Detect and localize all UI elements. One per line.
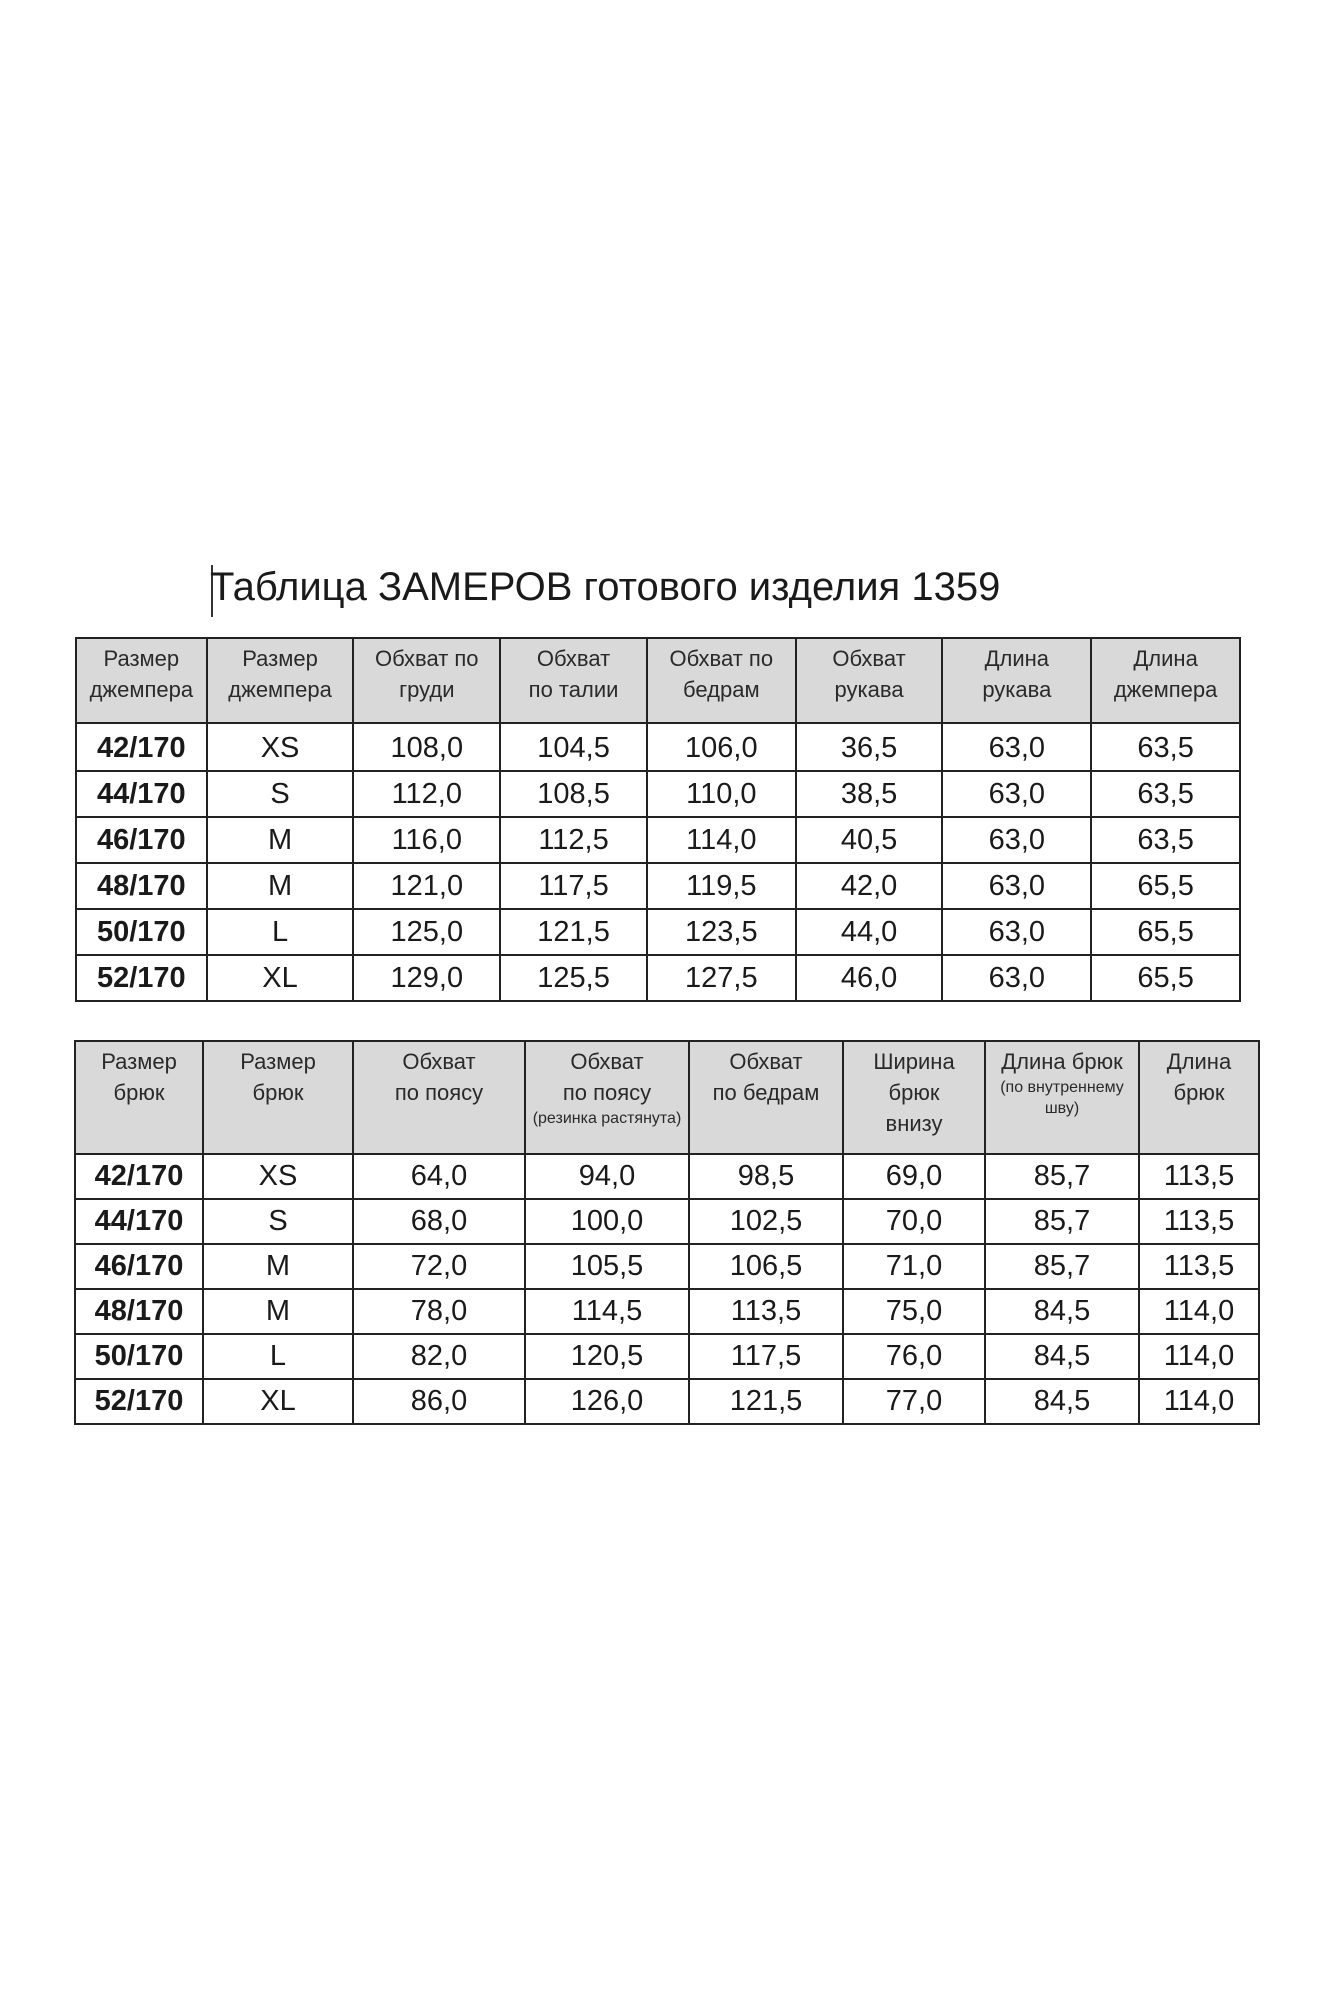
table-cell: 113,5 [1139, 1199, 1259, 1244]
table-cell: 113,5 [1139, 1244, 1259, 1289]
table-cell: 108,5 [500, 771, 647, 817]
header-cell: Обхват рукава [796, 638, 943, 723]
jumper-measurements-table [75, 637, 1241, 1002]
table-cell: 129,0 [353, 955, 500, 1001]
table-cell: 63,5 [1091, 771, 1240, 817]
pants-measurements-table [74, 1040, 1260, 1425]
table-cell: 104,5 [500, 723, 647, 771]
header-cell: Обхват по груди [353, 638, 500, 723]
table-cell: 112,0 [353, 771, 500, 817]
table-cell: 71,0 [843, 1244, 985, 1289]
table-cell: 123,5 [647, 909, 796, 955]
table-cell: 100,0 [525, 1199, 689, 1244]
header-cell: Обхват по поясу (резинка растянута) [525, 1041, 689, 1154]
table-cell: 126,0 [525, 1379, 689, 1424]
table-cell: M [203, 1289, 353, 1334]
table-cell: 82,0 [353, 1334, 525, 1379]
header-cell: Длина джемпера [1091, 638, 1240, 723]
table-cell: 46/170 [75, 1244, 203, 1289]
table-cell: XL [203, 1379, 353, 1424]
table-cell: 121,5 [689, 1379, 843, 1424]
table-cell: XL [207, 955, 354, 1001]
header-cell: Обхват по талии [500, 638, 647, 723]
table-cell: 48/170 [75, 1289, 203, 1334]
table-cell: 42/170 [76, 723, 207, 771]
table-row [76, 909, 1240, 955]
table-cell: 84,5 [985, 1334, 1139, 1379]
table-row [76, 817, 1240, 863]
header-cell: Размер брюк [75, 1041, 203, 1154]
table-cell: 63,0 [942, 771, 1091, 817]
table-cell: 113,5 [689, 1289, 843, 1334]
table-cell: 105,5 [525, 1244, 689, 1289]
header-cell: Длина брюк (по внутреннему шву) [985, 1041, 1139, 1154]
table-cell: 117,5 [689, 1334, 843, 1379]
table-cell: 65,5 [1091, 909, 1240, 955]
pants-header-row [75, 1041, 1259, 1154]
table-cell: 114,0 [1139, 1289, 1259, 1334]
header-cell: Размер джемпера [207, 638, 354, 723]
table-cell: 114,0 [1139, 1334, 1259, 1379]
table-cell: 40,5 [796, 817, 943, 863]
table-cell: 125,0 [353, 909, 500, 955]
table-cell: 108,0 [353, 723, 500, 771]
table-row [76, 863, 1240, 909]
table-cell: 44/170 [76, 771, 207, 817]
table-row [76, 955, 1240, 1001]
table-cell: 65,5 [1091, 955, 1240, 1001]
table-cell: 77,0 [843, 1379, 985, 1424]
table-cell: 72,0 [353, 1244, 525, 1289]
header-cell: Обхват по бедрам [689, 1041, 843, 1154]
table-row [75, 1154, 1259, 1199]
table-cell: 84,5 [985, 1289, 1139, 1334]
header-cell: Обхват по поясу [353, 1041, 525, 1154]
table-cell: 98,5 [689, 1154, 843, 1199]
table-row [75, 1199, 1259, 1244]
header-cell: Длина рукава [942, 638, 1091, 723]
header-note: (резинка растянута) [532, 1110, 682, 1127]
table-cell: 52/170 [75, 1379, 203, 1424]
table-cell: 127,5 [647, 955, 796, 1001]
table-cell: 125,5 [500, 955, 647, 1001]
table-cell: 84,5 [985, 1379, 1139, 1424]
table-cell: L [203, 1334, 353, 1379]
table-cell: 44,0 [796, 909, 943, 955]
page-title: Таблица ЗАМЕРОВ готового изделия 1359 [210, 565, 1001, 609]
jumper-header-row [76, 638, 1240, 723]
table-cell: 52/170 [76, 955, 207, 1001]
table-cell: 121,0 [353, 863, 500, 909]
table-cell: 63,0 [942, 909, 1091, 955]
table-cell: 75,0 [843, 1289, 985, 1334]
table-cell: 102,5 [689, 1199, 843, 1244]
table-cell: 63,0 [942, 955, 1091, 1001]
header-cell: Размер джемпера [76, 638, 207, 723]
table-cell: 42/170 [75, 1154, 203, 1199]
table-cell: 69,0 [843, 1154, 985, 1199]
table-cell: 63,5 [1091, 817, 1240, 863]
table-cell: XS [207, 723, 354, 771]
table-cell: 106,0 [647, 723, 796, 771]
table-cell: 38,5 [796, 771, 943, 817]
table-cell: 85,7 [985, 1154, 1139, 1199]
table-cell: 86,0 [353, 1379, 525, 1424]
table-row [75, 1334, 1259, 1379]
header-cell: Ширина брюк внизу [843, 1041, 985, 1154]
table-cell: 85,7 [985, 1244, 1139, 1289]
table-cell: 63,0 [942, 863, 1091, 909]
table-cell: 63,5 [1091, 723, 1240, 771]
table-cell: 94,0 [525, 1154, 689, 1199]
table-cell: 48/170 [76, 863, 207, 909]
table-cell: 114,5 [525, 1289, 689, 1334]
header-cell: Размер брюк [203, 1041, 353, 1154]
table-cell: 110,0 [647, 771, 796, 817]
table-cell: 78,0 [353, 1289, 525, 1334]
table-row [75, 1289, 1259, 1334]
table-cell: 68,0 [353, 1199, 525, 1244]
table-cell: 42,0 [796, 863, 943, 909]
table-row [75, 1244, 1259, 1289]
table-cell: S [203, 1199, 353, 1244]
table-cell: 119,5 [647, 863, 796, 909]
table-cell: 85,7 [985, 1199, 1139, 1244]
table-cell: S [207, 771, 354, 817]
table-cell: 120,5 [525, 1334, 689, 1379]
header-cell: Длина брюк [1139, 1041, 1259, 1154]
table-cell: 63,0 [942, 723, 1091, 771]
table-cell: 117,5 [500, 863, 647, 909]
table-cell: 114,0 [1139, 1379, 1259, 1424]
table-cell: 114,0 [647, 817, 796, 863]
table-cell: 44/170 [75, 1199, 203, 1244]
table-cell: 65,5 [1091, 863, 1240, 909]
table-cell: 106,5 [689, 1244, 843, 1289]
table-cell: 36,5 [796, 723, 943, 771]
table-cell: 50/170 [76, 909, 207, 955]
table-cell: 46,0 [796, 955, 943, 1001]
table-cell: 70,0 [843, 1199, 985, 1244]
table-cell: L [207, 909, 354, 955]
table-cell: M [207, 817, 354, 863]
header-note: (по внутреннему шву) [1000, 1079, 1124, 1117]
table-cell: XS [203, 1154, 353, 1199]
table-cell: 46/170 [76, 817, 207, 863]
table-cell: M [207, 863, 354, 909]
table-cell: 121,5 [500, 909, 647, 955]
table-row [76, 723, 1240, 771]
header-cell: Обхват по бедрам [647, 638, 796, 723]
table-cell: M [203, 1244, 353, 1289]
table-cell: 113,5 [1139, 1154, 1259, 1199]
table-cell: 116,0 [353, 817, 500, 863]
table-cell: 76,0 [843, 1334, 985, 1379]
table-cell: 50/170 [75, 1334, 203, 1379]
table-row [76, 771, 1240, 817]
table-cell: 64,0 [353, 1154, 525, 1199]
table-cell: 112,5 [500, 817, 647, 863]
table-cell: 63,0 [942, 817, 1091, 863]
table-row [75, 1379, 1259, 1424]
